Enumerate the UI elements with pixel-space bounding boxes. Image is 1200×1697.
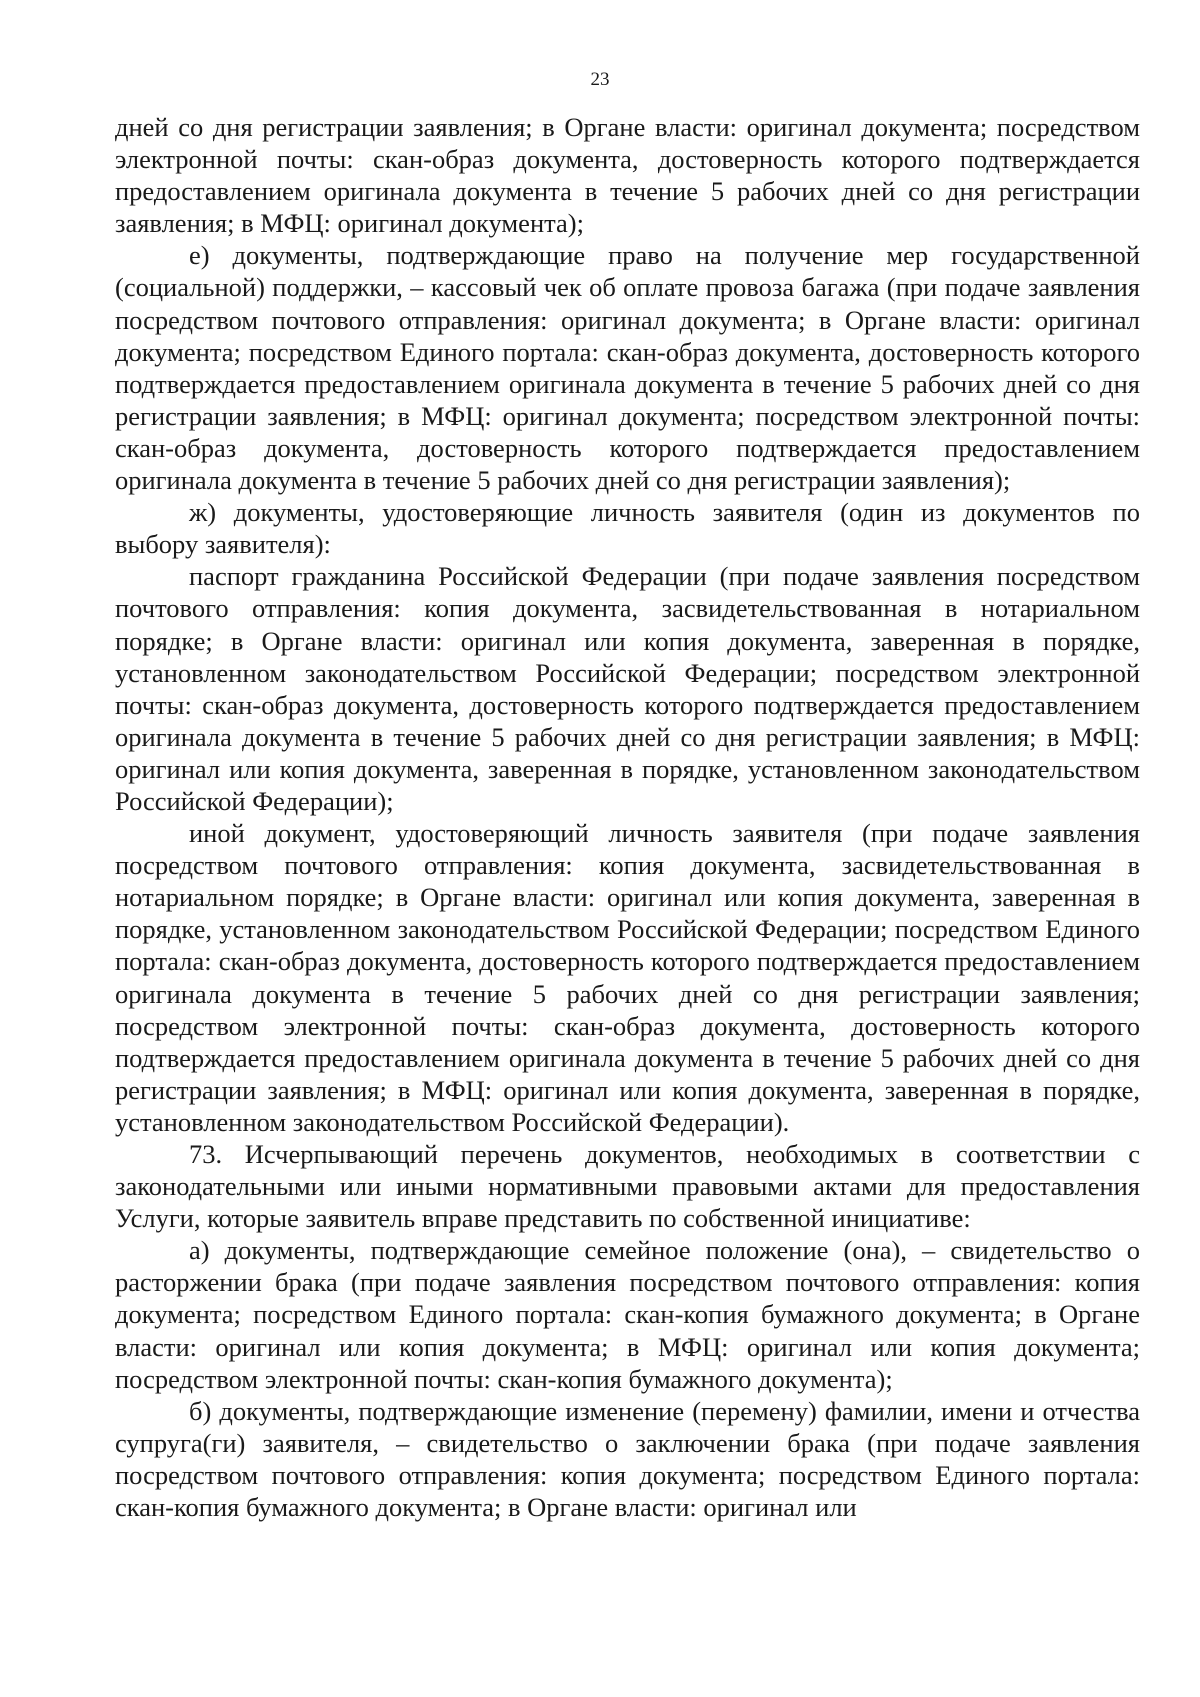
page-number: 23 — [590, 69, 610, 90]
paragraph-7: а) документы, подтверждающие семейное положение (она), – свидетельство о расторжении брака (при подаче заявления посредством почтового отправления: копия документа; посредством Единого портала: скан-копия бумажного документа; в Органе власти: оригинал или копия документа; в МФЦ: оригинал или копия документа; посредством электронной почты: скан-копия бумажного документа); — [115, 1235, 1140, 1394]
paragraph-1: дней со дня регистрации заявления; в Органе власти: оригинал документа; посредством электронной почты: скан-образ документа, достоверность которого подтверждается предоставлением оригинала документа в течение 5 рабочих дней со дня регистрации заявления; в МФЦ: оригинал документа); — [115, 112, 1140, 239]
paragraph-6: 73. Исчерпывающий перечень документов, необходимых в соответствии с законодательными или иными нормативными правовыми актами для предоставления Услуги, которые заявитель вправе представить по собственной инициативе: — [115, 1139, 1140, 1234]
paragraph-5: иной документ, удостоверяющий личность заявителя (при подаче заявления посредством почтового отправления: копия документа, засвидетельствованная в нотариальном порядке; в Органе власти: оригинал или копия документа, заверенная в порядке, установленном законодательством Российской Федерации; посредством Единого портала: скан-образ документа, достоверность которого подтверждается предоставлением оригинала документа в течение 5 рабочих дней со дня регистрации заявления; посредством электронной почты: скан-образ документа, достоверность которого подтверждается предоставлением оригинала документа в течение 5 рабочих дней со дня регистрации заявления; в МФЦ: оригинал или копия документа, заверенная в порядке, установленном законодательством Российской Федерации). — [115, 818, 1140, 1137]
paragraph-8: б) документы, подтверждающие изменение (перемену) фамилии, имени и отчества супруга(ги) заявителя, – свидетельство о заключении брака (при подаче заявления посредством почтового отправления: копия документа; посредством Единого портала: скан-копия бумажного документа; в Органе власти: оригинал или — [115, 1395, 1140, 1523]
paragraph-4: паспорт гражданина Российской Федерации (при подаче заявления посредством почтового отправления: копия документа, засвидетельствованная в нотариальном порядке; в Органе власти: оригинал или копия документа, заверенная в порядке, установленном законодательством Российской Федерации; посредством электронной почты: скан-образ документа, достоверность которого подтверждается предоставлением оригинала документа в течение 5 рабочих дней со дня регистрации заявления; в МФЦ: оригинал или копия документа, заверенная в порядке, установленном законодательством Российской Федерации); — [115, 561, 1140, 816]
document-body — [115, 111, 1140, 1523]
paragraph-2: е) документы, подтверждающие право на получение мер государственной (социальной) поддержки, – кассовый чек об оплате провоза багажа (при подаче заявления посредством почтового отправления: оригинал документа; в Органе власти: оригинал документа; посредством Единого портала: скан-образ документа, достоверность которого подтверждается предоставлением оригинала документа в течение 5 рабочих дней со дня регистрации заявления; в МФЦ: оригинал документа; посредством электронной почты: скан-образ документа, достоверность которого подтверждается предоставлением оригинала документа в течение 5 рабочих дней со дня регистрации заявления); — [115, 240, 1140, 496]
paragraph-3: ж) документы, удостоверяющие личность заявителя (один из документов по выбору заявителя): — [115, 497, 1140, 560]
